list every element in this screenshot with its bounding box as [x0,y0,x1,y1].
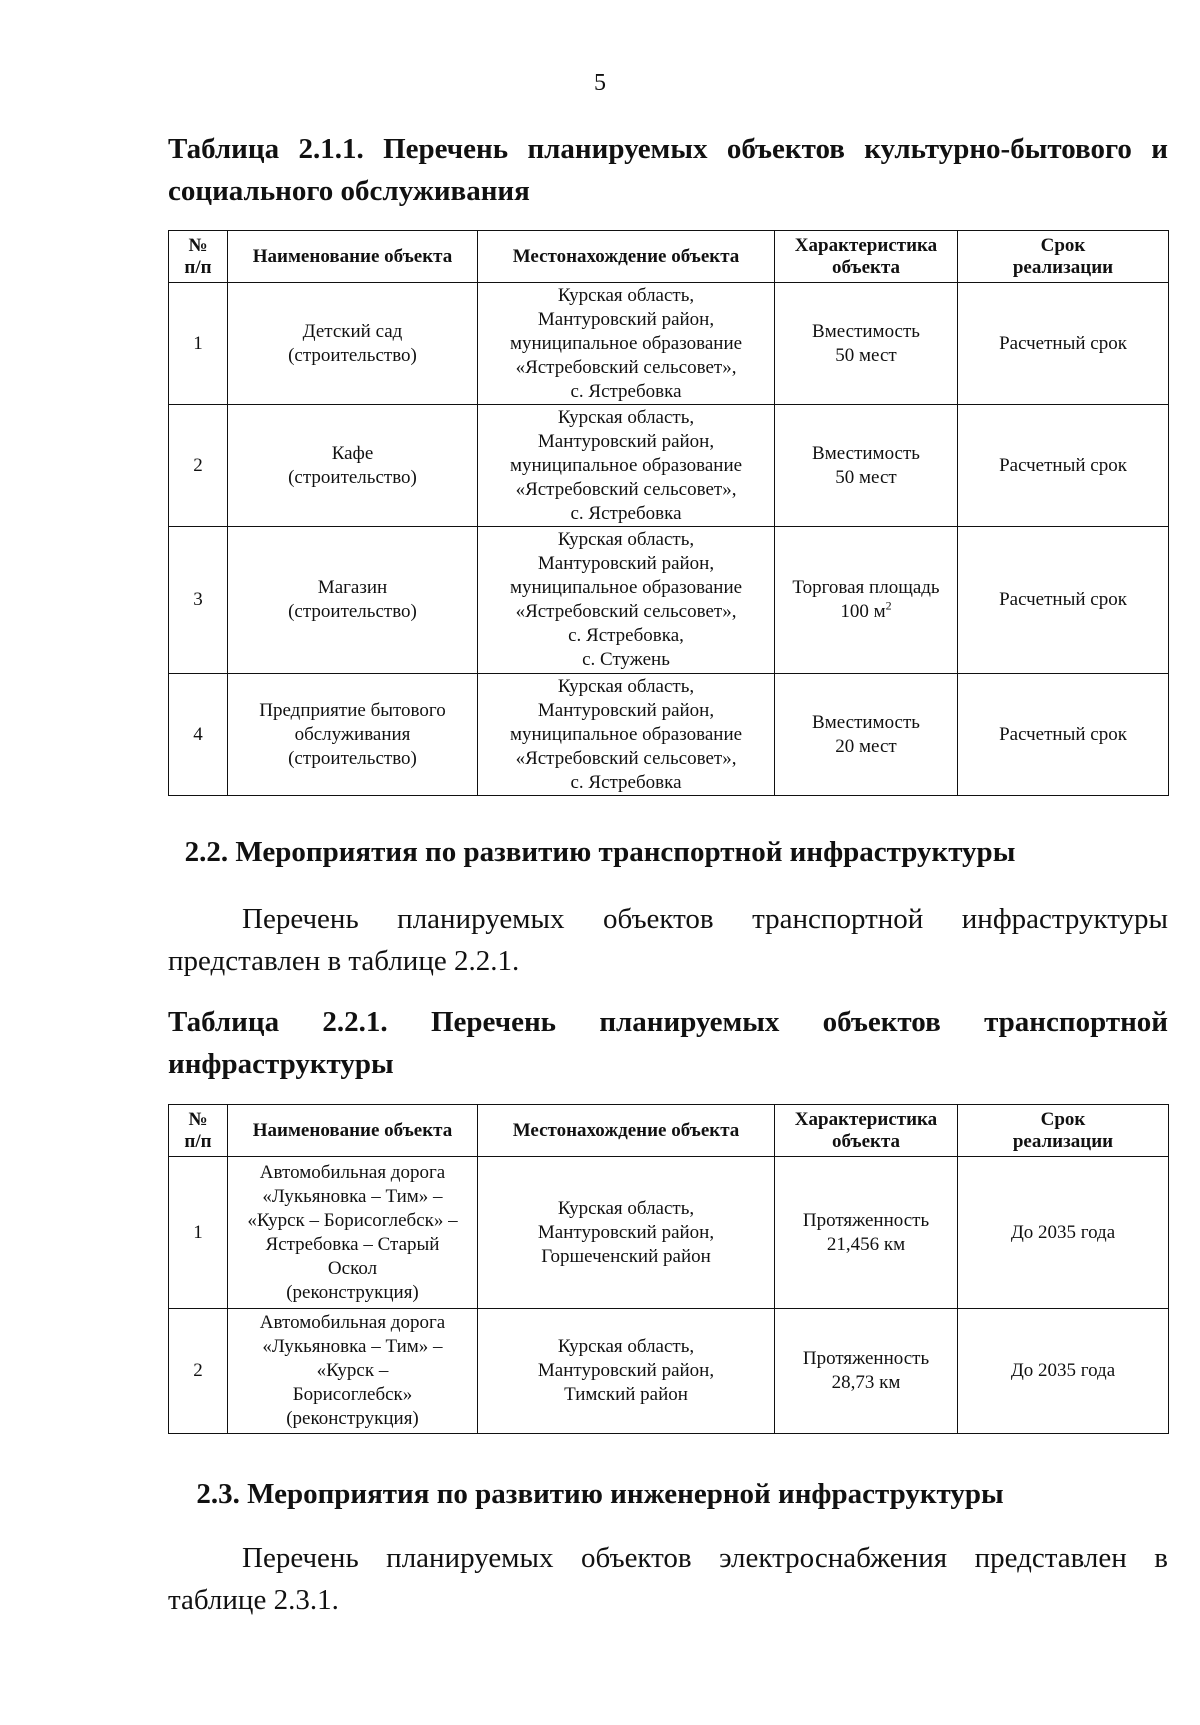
section-2-2-paragraph: Перечень планируемых объектов транспортной инфраструктуры представлен в таблице 2.2.1. [168,903,1168,977]
cell-num: 1 [169,283,228,405]
cell-characteristic: Протяженность 28,73 км [775,1309,958,1434]
cell-location: Курская область, Мантуровский район, Горшеченский район [478,1157,775,1309]
cell-location: Курская область, Мантуровский район, муниципальное образование «Ястребовский сельсовет», с. Ястребовка [478,674,775,796]
cell-term: До 2035 года [958,1309,1169,1434]
cell-term: Расчетный срок [958,674,1169,796]
cell-characteristic [775,527,958,674]
cell-location: Курская область, Мантуровский район, муниципальное образование «Ястребовский сельсовет», с. Ястребовка, с. Стужень [478,527,775,674]
section-2-3-paragraph: Перечень планируемых объектов электроснабжения представлен в таблице 2.3.1. [168,1542,1168,1616]
cell-characteristic: Вместимость 50 мест [775,405,958,527]
cell-name: Магазин (строительство) [228,527,478,674]
header-name: Наименование объекта [228,1105,478,1157]
header-num: № п/п [169,231,228,283]
header-location: Местонахождение объекта [478,231,775,283]
section-2-2-heading: 2.2. Мероприятия по развитию транспортной инфраструктуры [184,836,1016,868]
header-location: Местонахождение объекта [478,1105,775,1157]
section-2-3-heading: 2.3. Мероприятия по развитию инженерной инфраструктуры [196,1478,1004,1510]
cell-name: Предприятие бытового обслуживания (строительство) [228,674,478,796]
cell-term: Расчетный срок [958,405,1169,527]
characteristic-label: Торговая площадь [792,577,940,598]
cell-characteristic: Протяженность 21,456 км [775,1157,958,1309]
cell-num: 4 [169,674,228,796]
table-header-row [169,1105,1169,1157]
cell-name: Автомобильная дорога «Лукьяновка – Тим» – «Курск – Борисоглебск» – Ястребовка – Старый Оскол (реконструкция) [228,1157,478,1309]
table1-caption: Таблица 2.1.1. Перечень планируемых объектов культурно-бытового и социального обслуживания [168,133,1168,207]
area-value: 100 м [840,601,886,622]
table-header-row [169,231,1169,283]
cell-term: Расчетный срок [958,527,1169,674]
header-term: Срок реализации [958,231,1169,283]
header-term: Срок реализации [958,1105,1169,1157]
table-row [169,674,1169,796]
cell-term: До 2035 года [958,1157,1169,1309]
page-number: 5 [594,70,606,96]
cell-num: 3 [169,527,228,674]
cell-name: Автомобильная дорога «Лукьяновка – Тим» – «Курск – Борисоглебск» (реконструкция) [228,1309,478,1434]
header-num: № п/п [169,1105,228,1157]
transport-objects-table [168,1104,1169,1434]
cell-name: Детский сад (строительство) [228,283,478,405]
cell-num: 1 [169,1157,228,1309]
table-row [169,283,1169,405]
table-row [169,405,1169,527]
characteristic-value [779,600,953,624]
cell-location: Курская область, Мантуровский район, муниципальное образование «Ястребовский сельсовет», с. Ястребовка [478,405,775,527]
cell-num: 2 [169,405,228,527]
header-characteristic: Характеристика объекта [775,1105,958,1157]
header-name: Наименование объекта [228,231,478,283]
cell-characteristic: Вместимость 50 мест [775,283,958,405]
cell-location: Курская область, Мантуровский район, муниципальное образование «Ястребовский сельсовет», с. Ястребовка [478,283,775,405]
table2-caption: Таблица 2.2.1. Перечень планируемых объектов транспортной инфраструктуры [168,1006,1168,1080]
table-row [169,1309,1169,1434]
social-objects-table [168,230,1169,796]
cell-location: Курская область, Мантуровский район, Тимский район [478,1309,775,1434]
cell-name: Кафе (строительство) [228,405,478,527]
cell-num: 2 [169,1309,228,1434]
area-unit-exponent: 2 [885,598,892,613]
table-row [169,1157,1169,1309]
table-row [169,527,1169,674]
cell-term: Расчетный срок [958,283,1169,405]
cell-characteristic: Вместимость 20 мест [775,674,958,796]
header-characteristic: Характеристика объекта [775,231,958,283]
